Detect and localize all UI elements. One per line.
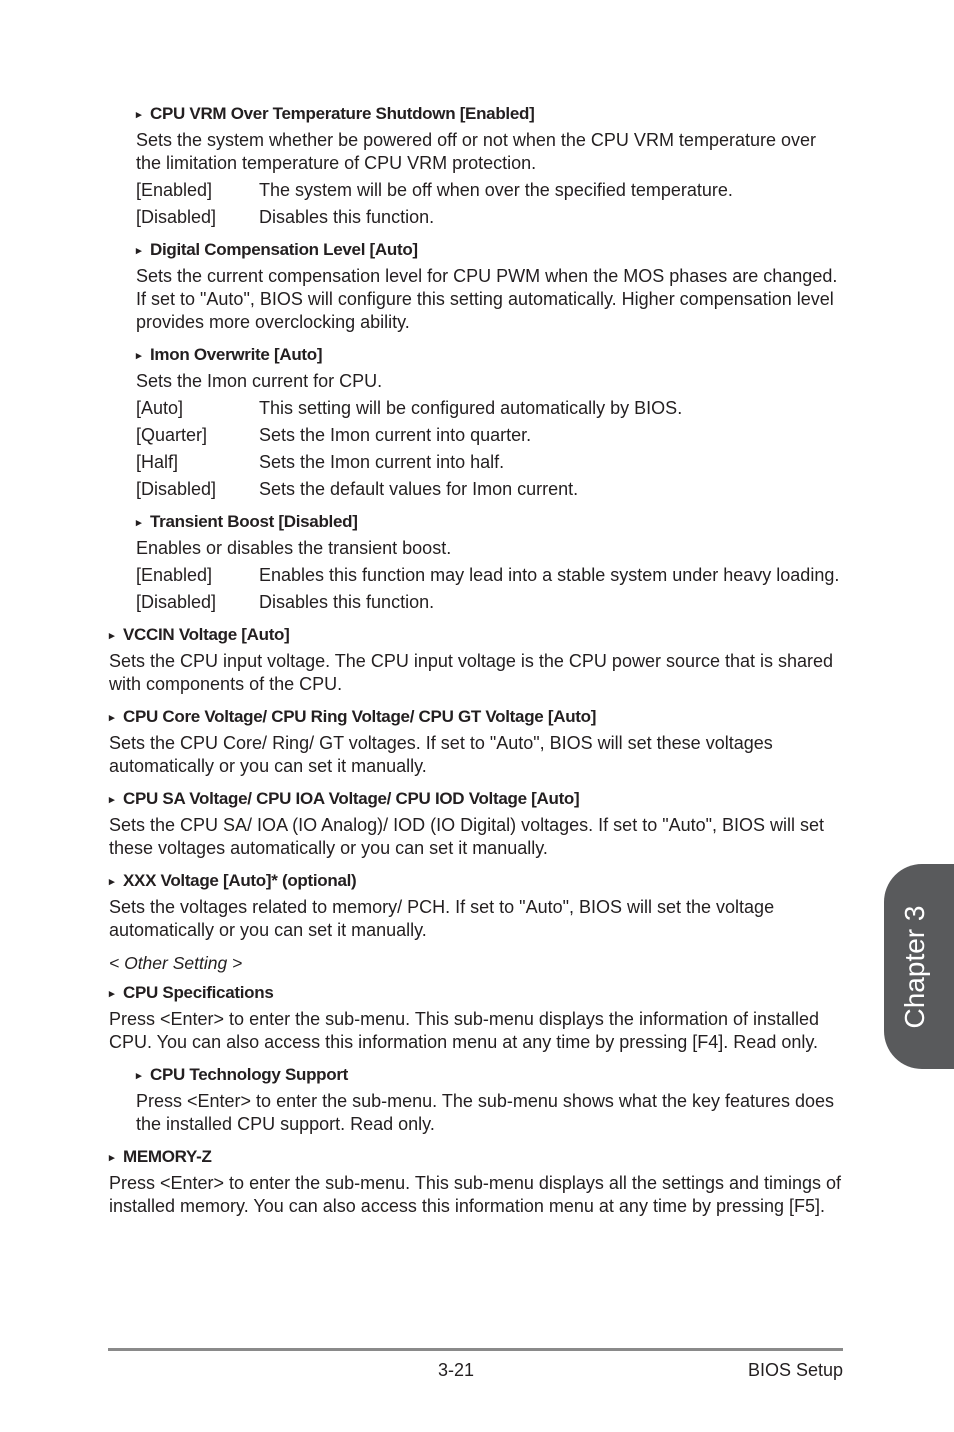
option-row	[136, 564, 845, 587]
option-row	[136, 478, 845, 501]
option-key: [Disabled]	[136, 207, 217, 227]
setting-heading	[136, 344, 845, 368]
setting-section	[109, 706, 845, 778]
triangle-bullet-icon: ▸	[136, 109, 142, 121]
option-value: Disables this function.	[259, 592, 435, 612]
option-value: Sets the Imon current into quarter.	[259, 425, 532, 445]
setting-heading-text: Imon Overwrite [Auto]	[150, 345, 323, 364]
footer-rule	[108, 1348, 843, 1351]
setting-description: Sets the voltages related to memory/ PCH. If set to "Auto", BIOS will set the voltage automatically or you can set it manually.	[109, 897, 775, 940]
option-value: Sets the Imon current into half.	[259, 452, 505, 472]
option-value: Enables this function may lead into a stable system under heavy loading.	[259, 565, 840, 585]
setting-heading-text: MEMORY-Z	[123, 1147, 212, 1166]
setting-heading-text: VCCIN Voltage [Auto]	[123, 625, 290, 644]
triangle-bullet-icon: ▸	[136, 245, 142, 257]
option-key: [Quarter]	[136, 425, 208, 445]
triangle-bullet-icon: ▸	[109, 630, 115, 642]
setting-heading-text: Digital Compensation Level [Auto]	[150, 240, 418, 259]
setting-heading-text: CPU VRM Over Temperature Shutdown [Enabled]	[150, 104, 535, 123]
setting-heading	[136, 239, 845, 263]
setting-heading-text: CPU Core Voltage/ CPU Ring Voltage/ CPU GT Voltage [Auto]	[123, 707, 597, 726]
triangle-bullet-icon: ▸	[136, 1070, 142, 1082]
setting-section	[109, 982, 845, 1054]
voltage-settings-group	[109, 103, 845, 942]
setting-description: Sets the CPU Core/ Ring/ GT voltages. If set to "Auto", BIOS will set these voltages automatically or you can set it manually.	[109, 733, 773, 776]
option-key: [Disabled]	[136, 479, 217, 499]
triangle-bullet-icon: ▸	[136, 517, 142, 529]
triangle-bullet-icon: ▸	[109, 988, 115, 1000]
setting-description: Sets the current compensation level for CPU PWM when the MOS phases are changed. If set to "Auto", BIOS will configure this setting automatically. Higher compensation level provides more overclocking ability.	[136, 266, 838, 332]
triangle-bullet-icon: ▸	[109, 1152, 115, 1164]
setting-heading	[136, 511, 845, 535]
setting-heading	[109, 870, 845, 894]
setting-description: Sets the Imon current for CPU.	[136, 371, 383, 391]
option-row	[136, 179, 845, 202]
setting-heading-text: CPU Specifications	[123, 983, 274, 1002]
setting-section	[109, 870, 845, 942]
option-key: [Enabled]	[136, 180, 213, 200]
setting-description: Enables or disables the transient boost.	[136, 538, 452, 558]
triangle-bullet-icon: ▸	[109, 712, 115, 724]
option-row	[136, 397, 845, 420]
setting-heading	[109, 982, 845, 1006]
setting-description: Press <Enter> to enter the sub-menu. This sub-menu displays the information of installed CPU. You can also access this information menu at any time by pressing [F4]. Read only.	[109, 1009, 820, 1052]
chapter-label: Chapter 3	[899, 905, 930, 1028]
option-row	[136, 591, 845, 614]
setting-heading	[109, 706, 845, 730]
option-value: The system will be off when over the specified temperature.	[259, 180, 733, 200]
setting-description: Press <Enter> to enter the sub-menu. The sub-menu shows what the key features does the installed CPU support. Read only.	[136, 1091, 835, 1134]
chapter-tab	[884, 864, 954, 1069]
option-key: [Disabled]	[136, 592, 217, 612]
triangle-bullet-icon: ▸	[109, 876, 115, 888]
other-setting-label: < Other Setting >	[109, 953, 243, 973]
setting-section	[109, 624, 845, 696]
option-key: [Half]	[136, 452, 179, 472]
setting-heading-text: XXX Voltage [Auto]* (optional)	[123, 871, 357, 890]
setting-description: Sets the system whether be powered off or not when the CPU VRM temperature over the limitation temperature of CPU VRM protection.	[136, 130, 817, 173]
setting-heading	[109, 624, 845, 648]
option-row	[136, 206, 845, 229]
option-value: Sets the default values for Imon current.	[259, 479, 579, 499]
setting-heading-text: CPU Technology Support	[150, 1065, 349, 1084]
option-row	[136, 424, 845, 447]
other-settings-group	[109, 982, 845, 1218]
setting-description: Sets the CPU input voltage. The CPU input voltage is the CPU power source that is shared with components of the CPU.	[109, 651, 834, 694]
page-content	[109, 103, 845, 1228]
setting-section	[109, 1146, 845, 1218]
setting-heading-text: Transient Boost [Disabled]	[150, 512, 358, 531]
option-value: This setting will be configured automatically by BIOS.	[259, 398, 683, 418]
setting-section	[109, 788, 845, 860]
setting-heading	[109, 1146, 845, 1170]
triangle-bullet-icon: ▸	[109, 794, 115, 806]
setting-section	[136, 1064, 845, 1136]
option-row	[136, 451, 845, 474]
setting-description: Sets the CPU SA/ IOA (IO Analog)/ IOD (IO Digital) voltages. If set to "Auto", BIOS will set these voltages automatically or you can set it manually.	[109, 815, 825, 858]
setting-section	[136, 103, 845, 229]
page-number: 3-21	[438, 1360, 475, 1380]
setting-section	[136, 239, 845, 334]
setting-section	[136, 344, 845, 501]
triangle-bullet-icon: ▸	[136, 350, 142, 362]
setting-section	[136, 511, 845, 614]
footer-title: BIOS Setup	[747, 1360, 843, 1380]
option-value: Disables this function.	[259, 207, 435, 227]
option-key: [Enabled]	[136, 565, 213, 585]
setting-heading	[136, 103, 845, 127]
setting-description: Press <Enter> to enter the sub-menu. This sub-menu displays all the settings and timings of installed memory. You can also access this information menu at any time by pressing [F5].	[109, 1173, 842, 1216]
setting-heading	[136, 1064, 845, 1088]
setting-heading	[109, 788, 845, 812]
setting-heading-text: CPU SA Voltage/ CPU IOA Voltage/ CPU IOD Voltage [Auto]	[123, 789, 580, 808]
option-key: [Auto]	[136, 398, 184, 418]
